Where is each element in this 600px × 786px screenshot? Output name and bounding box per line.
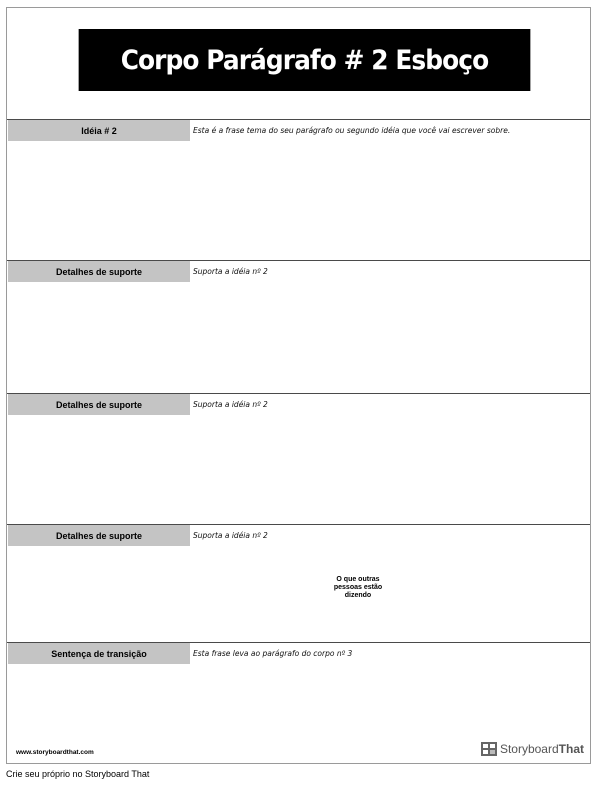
logo-text: StoryboardThat — [499, 742, 584, 756]
section-label: Detalhes de suporte — [8, 261, 190, 282]
section-support-3[interactable] — [7, 524, 590, 642]
section-hint: Esta é a frase tema do seu parágrafo ou segundo idéia que você vai escrever sobre. — [193, 126, 511, 135]
section-support-2[interactable] — [7, 393, 590, 524]
section-hint: Suporta a idéia nº 2 — [193, 531, 268, 540]
page-caption[interactable]: Crie seu próprio no Storyboard That — [6, 769, 150, 779]
section-hint: Esta frase leva ao parágrafo do corpo nº 3 — [193, 649, 353, 658]
section-idea[interactable] — [7, 119, 590, 260]
footer-url[interactable]: www.storyboardthat.com — [16, 749, 94, 756]
section-hint: Suporta a idéia nº 2 — [193, 400, 268, 409]
section-label: Detalhes de suporte — [8, 394, 190, 415]
worksheet-title: Corpo Parágrafo # 2 Esboço — [79, 29, 531, 91]
section-transition[interactable] — [7, 642, 590, 736]
worksheet-sheet — [6, 7, 591, 764]
section-label: Sentença de transição — [8, 643, 190, 664]
section-support-1[interactable] — [7, 260, 590, 393]
section-label: Idéia # 2 — [8, 120, 190, 141]
section-label: Detalhes de suporte — [8, 525, 190, 546]
section-hint: Suporta a idéia nº 2 — [193, 267, 268, 276]
storyboard-grid-icon — [481, 742, 497, 756]
storyboardthat-logo[interactable] — [481, 742, 584, 756]
floating-note: O que outras pessoas estão dizendo — [333, 576, 383, 599]
